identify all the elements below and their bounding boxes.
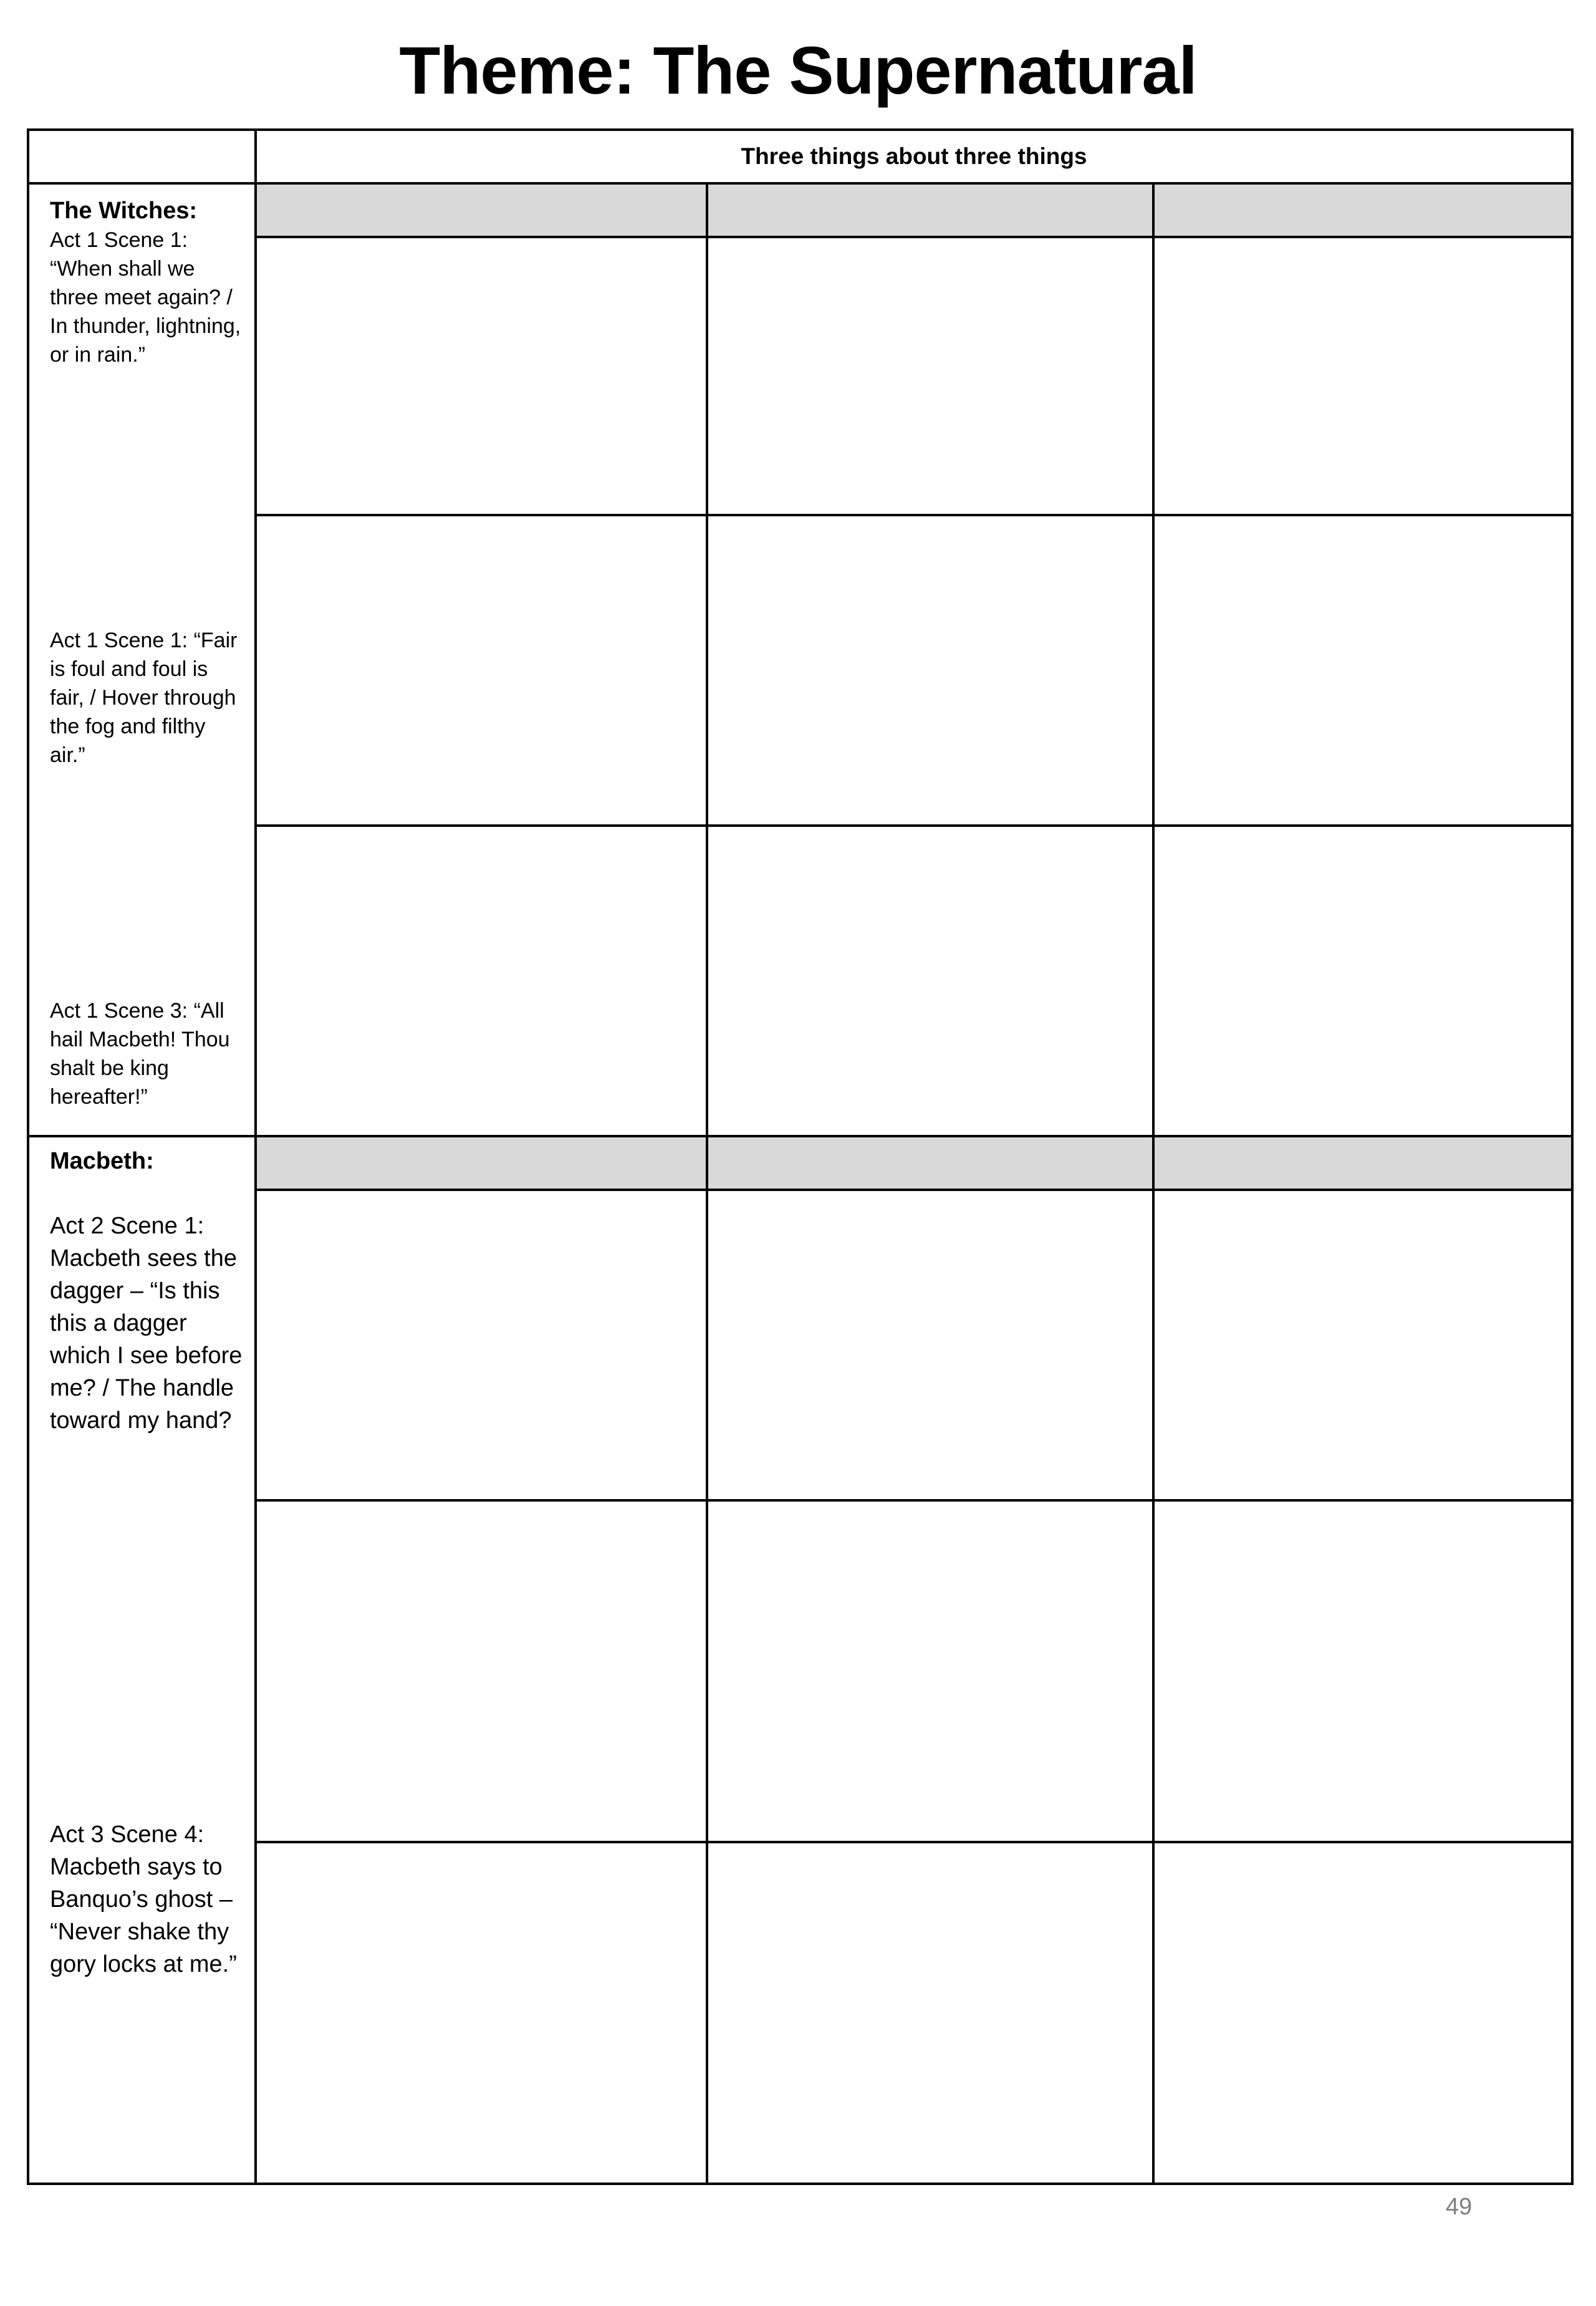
- page-number: 49: [1445, 2194, 1473, 2220]
- macbeth-quote-1: Act 2 Scene 1: Macbeth sees the dagger – “Is this this a dagger which I see before me? / The handle toward my hand?: [50, 1213, 243, 1434]
- witches-quote-3: Act 1 Scene 3: “All hail Macbeth! Thou shalt be king hereafter!”: [50, 999, 230, 1109]
- witches-heading: The Witches:: [50, 198, 198, 224]
- witches-quote-1: Act 1 Scene 1: “When shall we three meet again? / In thunder, lightning, or in rain.”: [50, 228, 241, 367]
- page-title: Theme: The Supernatural: [399, 32, 1197, 108]
- witches-quote-2: Act 1 Scene 1: “Fair is foul and foul is fair, / Hover through the fog and filthy air.”: [50, 629, 238, 767]
- macbeth-quote-2: Act 3 Scene 4: Macbeth says to Banquo’s ghost – “Never shake thy gory locks at me.”: [50, 1821, 237, 1977]
- macbeth-heading: Macbeth:: [50, 1148, 154, 1174]
- table-header: Three things about three things: [741, 143, 1087, 169]
